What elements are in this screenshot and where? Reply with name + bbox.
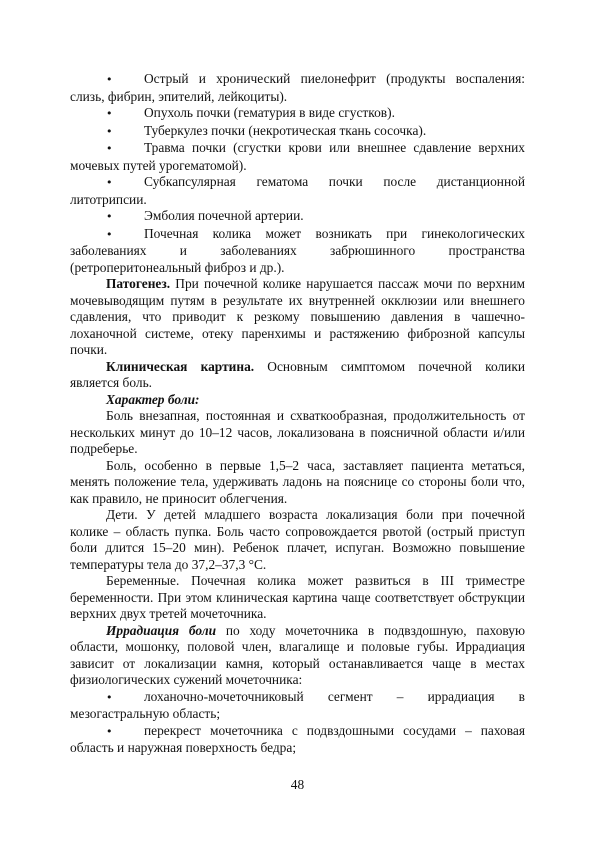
irradiation-text: по ходу мочеточника в подвздошную, паховую области, мошонку, половой член, влагалище и половые губы. Иррадиация зависит от локализации камня, который останавливается чаще в местах физиологических сужений мочеточника:	[70, 622, 525, 687]
clinical-paragraph	[70, 359, 525, 392]
bullet-text: перекрест мочеточника с подвздошными сосудами – паховая область и наружная поверхность бедра;	[70, 722, 525, 755]
bullet-item	[70, 123, 525, 141]
bullet-item	[70, 208, 525, 226]
bullet-icon	[106, 689, 144, 707]
bullet-text: лоханочно-мочеточниковый сегмент – иррадиация в мезогастральную область;	[70, 688, 525, 721]
bullet-item	[70, 140, 525, 174]
bullet-item	[70, 689, 525, 723]
bullet-text: Острый и хронический пиелонефрит (продукты воспаления: слизь, фибрин, эпителий, лейкоциты).	[70, 71, 525, 104]
paragraph: Дети. У детей младшего возраста локализация боли при почечной колике – область пупка. Боль часто сопровождается рвотой (острый приступ боли длится 15–20 мин). Ребенок плачет, испуган. Возможно повышение температуры тела до 37,2–37,3 °С.	[70, 507, 525, 572]
bullet-icon	[106, 208, 144, 226]
irradiation-paragraph	[70, 623, 525, 689]
bullet-icon	[106, 105, 144, 123]
page-content	[70, 71, 525, 757]
pathogenesis-heading: Патогенез.	[106, 276, 171, 291]
bullet-text: Субкапсулярная гематома почки после дистанционной литотрипсии.	[70, 174, 525, 207]
bullet-icon	[106, 174, 144, 192]
bullet-text: Эмболия почечной артерии.	[144, 208, 304, 223]
bullet-icon	[106, 123, 144, 141]
pathogenesis-text: При почечной колике нарушается пассаж мочи по верхним мочевыводящим путям в результате их внутренней окклюзии или внешнего сдавления, что приводит к резкому повышению давления в чашечно-лоханочной системе, отеку паренхимы и растяжению фиброзной капсулы почки.	[70, 276, 525, 357]
pathogenesis-paragraph	[70, 276, 525, 359]
bullet-icon	[106, 226, 144, 244]
bullet-icon	[106, 723, 144, 741]
bullet-icon	[106, 71, 144, 89]
paragraph: Боль, особенно в первые 1,5–2 часа, заставляет пациента метаться, менять положение тела, удерживать ладонь на пояснице со стороны боли что, как правило, не приносит облегчения.	[70, 457, 525, 506]
bullet-item	[70, 226, 525, 277]
paragraph: Боль внезапная, постоянная и схваткообразная, продолжительность от нескольких минут до 10–12 часов, локализована в поясничной области и/или подреберье.	[70, 408, 525, 456]
clinical-heading: Клиническая картина.	[106, 358, 255, 374]
pain-heading: Характер боли:	[106, 391, 200, 407]
bullet-text: Опухоль почки (гематурия в виде сгустков).	[144, 105, 395, 120]
bullet-text: Туберкулез почки (некротическая ткань сосочка).	[144, 122, 427, 138]
page-number: 48	[290, 777, 305, 792]
bullet-item	[70, 71, 525, 105]
paragraph: Беременные. Почечная колика может развиться в III триместре беременности. При этом клиническая картина чаще соответствует обструкции верхних двух третей мочеточника.	[70, 573, 525, 621]
bullet-item	[70, 174, 525, 208]
clinical-text: Основным симптомом почечной колики является боль.	[70, 358, 525, 390]
bullet-icon	[106, 140, 144, 158]
bullet-item	[70, 723, 525, 757]
irradiation-heading: Иррадиация боли	[106, 622, 217, 638]
bullet-item	[70, 105, 525, 123]
bullet-text: Почечная колика может возникать при гинекологических заболеваниях и заболеваниях забрюшинного пространства (ретроперитонеальный фиброз и др.).	[70, 225, 525, 275]
bullet-text: Травма почки (сгустки крови или внешнее сдавление верхних мочевых путей урогематомой).	[70, 140, 525, 173]
